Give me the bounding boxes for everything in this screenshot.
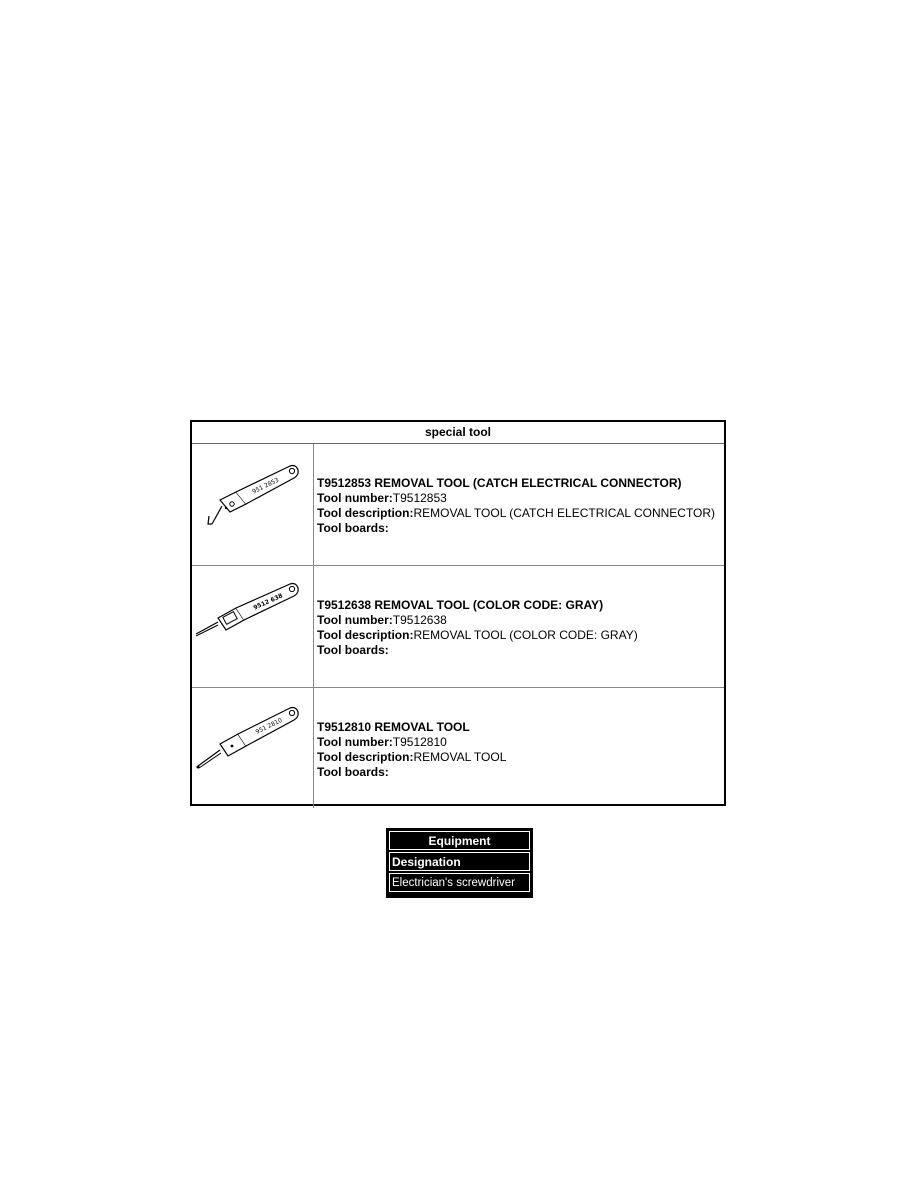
tool-description-label: Tool description: [317,506,414,520]
tool-number-value: T9512638 [392,613,447,627]
removal-tool-icon [192,688,313,808]
tool-description-value: REMOVAL TOOL (CATCH ELECTRICAL CONNECTOR) [413,506,716,520]
tool-details [314,444,715,565]
tool-stamp: 9512 638 [252,592,284,612]
tool-title: T9512638 REMOVAL TOOL (COLOR CODE: GRAY) [317,598,604,612]
tool-description-label: Tool description: [317,628,414,642]
tool-title: T9512853 REMOVAL TOOL (CATCH ELECTRICAL CONNECTOR) [317,476,682,490]
equipment-table [386,828,533,898]
tool-number-value: T9512810 [392,735,447,749]
tool-number-label: Tool number: [317,735,393,749]
tool-number-label: Tool number: [317,491,393,505]
tool-title: T9512810 REMOVAL TOOL [317,720,470,734]
special-tool-header: special tool [192,422,724,444]
tool-number-label: Tool number: [317,613,393,627]
equipment-title: Equipment [389,831,530,850]
tool-description-value: REMOVAL TOOL (COLOR CODE: GRAY) [413,628,638,642]
removal-tool-gray-icon [192,566,313,687]
tool-boards-label: Tool boards: [317,521,389,535]
tool-row [192,444,724,566]
tool-illustration [192,444,314,565]
tool-stamp: 951 2853 [251,476,281,496]
tool-boards-label: Tool boards: [317,643,389,657]
equipment-item: Electrician's screwdriver [389,873,530,892]
tool-number-value: T9512853 [392,491,447,505]
special-tool-table [190,420,726,806]
tool-stamp: 951 2810 [254,716,284,736]
tool-details [314,688,506,808]
tool-illustration [192,688,314,808]
tool-row [192,566,724,688]
tool-details [314,566,638,687]
tool-illustration [192,566,314,687]
equipment-column-header: Designation [389,852,530,871]
removal-tool-catch-icon [192,444,313,565]
tool-description-value: REMOVAL TOOL [413,750,507,764]
tool-boards-label: Tool boards: [317,765,389,779]
tool-description-label: Tool description: [317,750,414,764]
tool-row [192,688,724,808]
